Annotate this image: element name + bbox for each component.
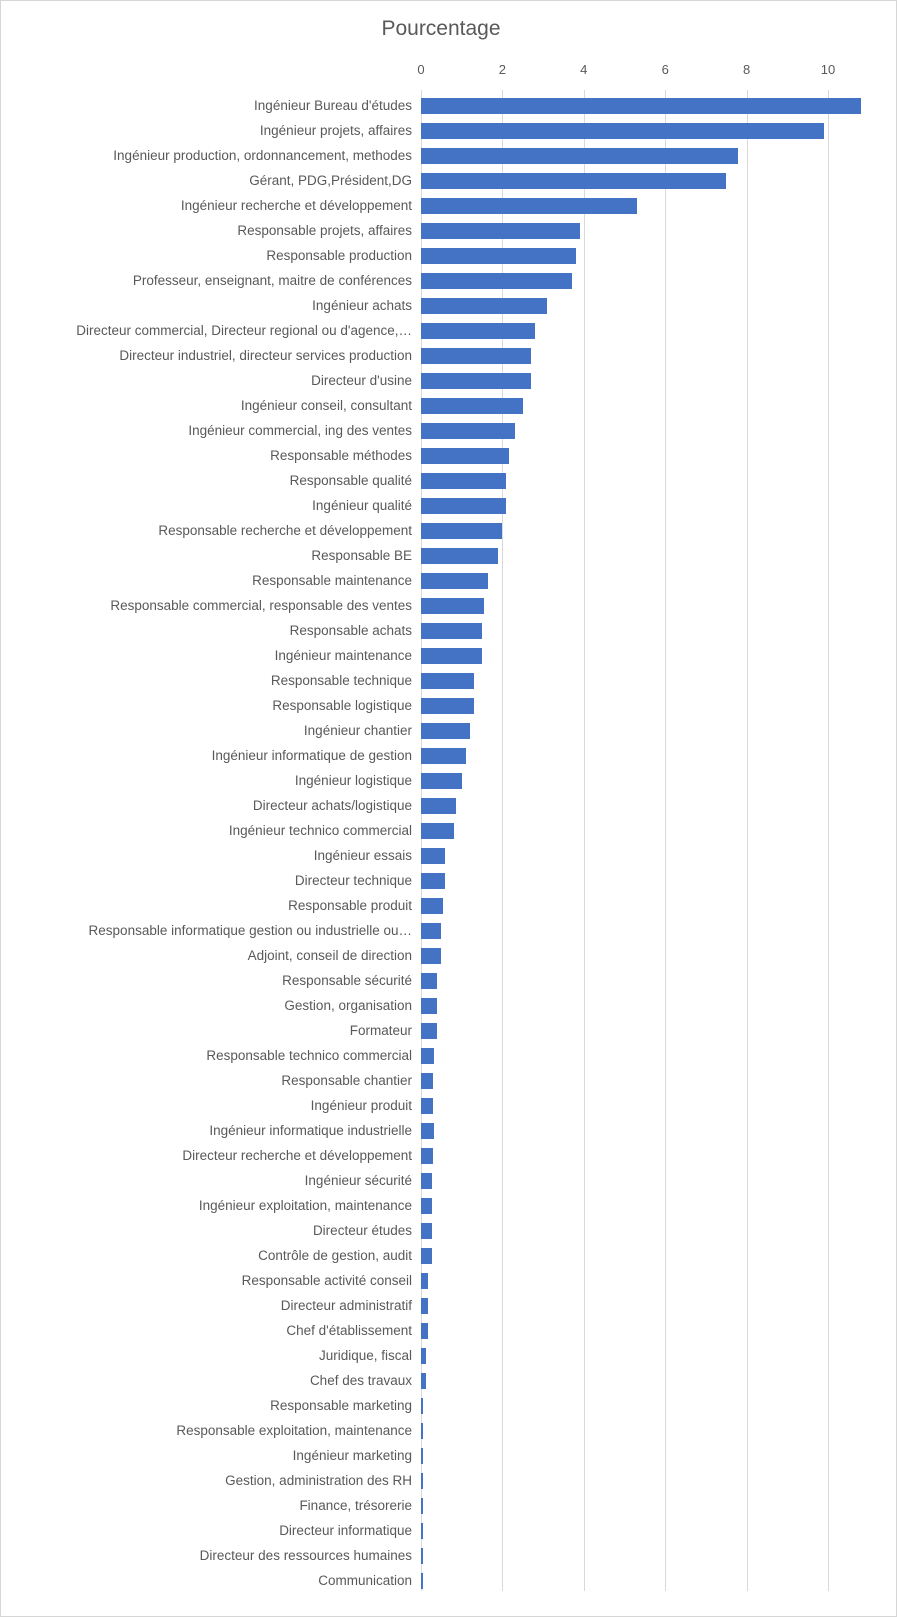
- bar-track: [421, 1343, 897, 1368]
- bar-track: [421, 1118, 897, 1143]
- category-label: Adjoint, conseil de direction: [247, 948, 412, 963]
- chart-row: [1, 318, 897, 343]
- category-label: Finance, trésorerie: [299, 1498, 412, 1513]
- chart-row: [1, 468, 897, 493]
- chart-row: [1, 193, 897, 218]
- bar: [421, 898, 443, 914]
- bar: [421, 798, 456, 814]
- category-label: Ingénieur recherche et développement: [180, 198, 412, 213]
- category-label: Ingénieur production, ordonnancement, methodes: [113, 148, 412, 163]
- category-label: Communication: [318, 1573, 412, 1588]
- bar-track: [421, 668, 897, 693]
- bar: [421, 323, 535, 339]
- category-label: Ingénieur sécurité: [304, 1173, 412, 1188]
- category-label: Ingénieur produit: [310, 1098, 412, 1113]
- bar-track: [421, 1243, 897, 1268]
- bar: [421, 448, 509, 464]
- category-label: Ingénieur qualité: [312, 498, 412, 513]
- category-label: Responsable logistique: [272, 698, 412, 713]
- bar-track: [421, 993, 897, 1018]
- chart-row: [1, 1568, 897, 1593]
- bar-track: [421, 1293, 897, 1318]
- chart-row: [1, 893, 897, 918]
- bar: [421, 1473, 423, 1489]
- chart-row: [1, 518, 897, 543]
- bar-track: [421, 1168, 897, 1193]
- category-label: Responsable chantier: [281, 1073, 412, 1088]
- chart-row: [1, 1168, 897, 1193]
- bar-track: [421, 793, 897, 818]
- chart-row: [1, 1518, 897, 1543]
- x-axis-tick-label: 0: [417, 62, 425, 77]
- category-label: Responsable maintenance: [252, 573, 412, 588]
- bar: [421, 423, 515, 439]
- bar: [421, 1573, 423, 1589]
- bar-track: [421, 893, 897, 918]
- bar: [421, 223, 580, 239]
- bar: [421, 1198, 432, 1214]
- bar-track: [421, 1018, 897, 1043]
- category-label: Ingénieur essais: [313, 848, 412, 863]
- category-label: Responsable achats: [289, 623, 412, 638]
- category-label: Directeur achats/logistique: [252, 798, 412, 813]
- category-label: Responsable production: [266, 248, 412, 263]
- category-label: Responsable technico commercial: [206, 1048, 412, 1063]
- chart-row: [1, 743, 897, 768]
- bar-track: [421, 218, 897, 243]
- category-label: Ingénieur marketing: [292, 1448, 412, 1463]
- category-label: Ingénieur conseil, consultant: [240, 398, 412, 413]
- chart-row: [1, 668, 897, 693]
- bar-track: [421, 1543, 897, 1568]
- bar-track: [421, 918, 897, 943]
- bar: [421, 298, 547, 314]
- bar-track: [421, 843, 897, 868]
- bar: [421, 1548, 423, 1564]
- bar-track: [421, 818, 897, 843]
- bar: [421, 473, 506, 489]
- chart-row: [1, 943, 897, 968]
- bar-track: [421, 543, 897, 568]
- category-label: Directeur commercial, Directeur regional ou d'agence,…: [76, 323, 412, 338]
- bar: [421, 173, 726, 189]
- category-label: Ingénieur Bureau d'études: [254, 98, 412, 113]
- bar-track: [421, 143, 897, 168]
- chart-row: [1, 768, 897, 793]
- bar-rows: [1, 93, 897, 1593]
- bar-track: [421, 243, 897, 268]
- chart-row: [1, 868, 897, 893]
- x-axis-tick-label: 8: [742, 62, 751, 77]
- bar: [421, 123, 824, 139]
- chart-row: [1, 168, 897, 193]
- chart-row: [1, 1043, 897, 1068]
- category-label: Ingénieur chantier: [303, 723, 412, 738]
- category-label: Directeur des ressources humaines: [199, 1548, 412, 1563]
- x-axis-tick-label: 2: [498, 62, 507, 77]
- bar-track: [421, 1393, 897, 1418]
- chart-row: [1, 993, 897, 1018]
- bar: [421, 873, 445, 889]
- chart-row: [1, 1218, 897, 1243]
- bar: [421, 148, 738, 164]
- bar: [421, 698, 474, 714]
- chart-row: [1, 268, 897, 293]
- bar-track: [421, 1418, 897, 1443]
- chart-row: [1, 1268, 897, 1293]
- chart-row: [1, 343, 897, 368]
- chart-row: [1, 818, 897, 843]
- bar: [421, 398, 523, 414]
- bar: [421, 248, 576, 264]
- category-label: Responsable activité conseil: [241, 1273, 412, 1288]
- bar: [421, 273, 572, 289]
- chart-row: [1, 243, 897, 268]
- bar-track: [421, 443, 897, 468]
- category-label: Formateur: [349, 1023, 412, 1038]
- bar: [421, 1173, 432, 1189]
- chart-row: [1, 593, 897, 618]
- category-label: Responsable informatique gestion ou industrielle ou…: [88, 923, 412, 938]
- chart-row: [1, 1068, 897, 1093]
- bar: [421, 648, 482, 664]
- bar: [421, 523, 502, 539]
- x-axis-tick-label: 6: [661, 62, 669, 77]
- bar-track: [421, 1193, 897, 1218]
- bar-track: [421, 1268, 897, 1293]
- bar: [421, 773, 462, 789]
- category-label: Responsable qualité: [289, 473, 412, 488]
- bar-track: [421, 1093, 897, 1118]
- bar-track: [421, 468, 897, 493]
- chart-title: Pourcentage: [381, 17, 501, 40]
- bar: [421, 1298, 428, 1314]
- category-label: Ingénieur achats: [312, 298, 412, 313]
- chart-row: [1, 1193, 897, 1218]
- bar-track: [421, 93, 897, 118]
- bar-track: [421, 618, 897, 643]
- bar-track: [421, 1068, 897, 1093]
- category-label: Responsable produit: [288, 898, 412, 913]
- bar: [421, 998, 437, 1014]
- bar: [421, 1273, 428, 1289]
- bar-track: [421, 1443, 897, 1468]
- category-label: Ingénieur commercial, ing des ventes: [188, 423, 412, 438]
- chart-row: [1, 443, 897, 468]
- category-label: Juridique, fiscal: [318, 1348, 412, 1363]
- bar: [421, 598, 484, 614]
- chart-row: [1, 1093, 897, 1118]
- chart-row: [1, 618, 897, 643]
- chart-row: [1, 1318, 897, 1343]
- chart-row: [1, 543, 897, 568]
- bar-track: [421, 418, 897, 443]
- chart-row: [1, 643, 897, 668]
- bar: [421, 1148, 433, 1164]
- category-label: Ingénieur exploitation, maintenance: [198, 1198, 412, 1213]
- chart-row: [1, 1543, 897, 1568]
- chart-row: [1, 693, 897, 718]
- chart-row: [1, 1343, 897, 1368]
- bar-track: [421, 568, 897, 593]
- chart-row: [1, 1493, 897, 1518]
- category-label: Ingénieur technico commercial: [228, 823, 412, 838]
- bar-track: [421, 643, 897, 668]
- category-label: Responsable commercial, responsable des ventes: [110, 598, 412, 613]
- category-label: Gestion, organisation: [284, 998, 412, 1013]
- chart-row: [1, 1393, 897, 1418]
- chart-row: [1, 1293, 897, 1318]
- bar: [421, 1523, 423, 1539]
- bar: [421, 923, 441, 939]
- category-label: Contrôle de gestion, audit: [258, 1248, 412, 1263]
- chart-row: [1, 1243, 897, 1268]
- chart-row: [1, 718, 897, 743]
- bar-track: [421, 1143, 897, 1168]
- bar: [421, 98, 861, 114]
- chart-row: [1, 493, 897, 518]
- category-label: Directeur d'usine: [311, 373, 412, 388]
- bar-track: [421, 318, 897, 343]
- bar: [421, 1248, 432, 1264]
- bar: [421, 1373, 426, 1389]
- chart-row: [1, 568, 897, 593]
- bar: [421, 848, 445, 864]
- bar-track: [421, 193, 897, 218]
- bar: [421, 548, 498, 564]
- bar: [421, 1223, 432, 1239]
- bar: [421, 1498, 423, 1514]
- category-label: Gestion, administration des RH: [225, 1473, 412, 1488]
- category-label: Directeur industriel, directeur services production: [119, 348, 412, 363]
- bar: [421, 623, 482, 639]
- chart-row: [1, 218, 897, 243]
- bar-track: [421, 693, 897, 718]
- category-label: Responsable méthodes: [270, 448, 412, 463]
- category-label: Responsable exploitation, maintenance: [176, 1423, 412, 1438]
- chart-row: [1, 968, 897, 993]
- category-label: Directeur technique: [294, 873, 412, 888]
- bar-track: [421, 768, 897, 793]
- bar-track: [421, 1518, 897, 1543]
- bar: [421, 198, 637, 214]
- chart-row: [1, 918, 897, 943]
- bar: [421, 1023, 437, 1039]
- bar-track: [421, 368, 897, 393]
- chart-row: [1, 143, 897, 168]
- chart-row: [1, 1368, 897, 1393]
- chart-row: [1, 1443, 897, 1468]
- bar-track: [421, 518, 897, 543]
- bar: [421, 1398, 423, 1414]
- bar-track: [421, 743, 897, 768]
- category-label: Responsable sécurité: [282, 973, 412, 988]
- bar: [421, 1048, 434, 1064]
- bar-track: [421, 593, 897, 618]
- bar: [421, 673, 474, 689]
- bar-track: [421, 1043, 897, 1068]
- category-label: Responsable BE: [311, 548, 412, 563]
- bar-track: [421, 118, 897, 143]
- chart-row: [1, 1143, 897, 1168]
- category-label: Directeur administratif: [280, 1298, 412, 1313]
- bar-track: [421, 1318, 897, 1343]
- category-label: Directeur études: [312, 1223, 412, 1238]
- bar-track: [421, 1218, 897, 1243]
- category-label: Directeur recherche et développement: [182, 1148, 412, 1163]
- bar: [421, 573, 488, 589]
- chart-row: [1, 793, 897, 818]
- x-axis-tick-label: 10: [820, 62, 836, 77]
- category-label: Responsable projets, affaires: [237, 223, 412, 238]
- bar-track: [421, 718, 897, 743]
- category-label: Chef des travaux: [309, 1373, 412, 1388]
- bar: [421, 498, 506, 514]
- chart-row: [1, 93, 897, 118]
- category-label: Chef d'établissement: [286, 1323, 412, 1338]
- chart-row: [1, 843, 897, 868]
- category-label: Gérant, PDG,Président,DG: [249, 173, 412, 188]
- bar: [421, 1123, 434, 1139]
- bar-track: [421, 1368, 897, 1393]
- bar-track: [421, 293, 897, 318]
- chart-row: [1, 293, 897, 318]
- category-label: Professeur, enseignant, maitre de conférences: [132, 273, 412, 288]
- bar-track: [421, 493, 897, 518]
- bar-track: [421, 943, 897, 968]
- bar: [421, 1348, 426, 1364]
- category-label: Ingénieur informatique de gestion: [211, 748, 412, 763]
- category-label: Ingénieur maintenance: [274, 648, 412, 663]
- bar-track: [421, 868, 897, 893]
- bar: [421, 1323, 428, 1339]
- bar: [421, 1098, 433, 1114]
- bar: [421, 823, 454, 839]
- category-label: Directeur informatique: [279, 1523, 412, 1538]
- bar-track: [421, 1493, 897, 1518]
- category-label: Ingénieur logistique: [294, 773, 412, 788]
- bar: [421, 948, 441, 964]
- bar: [421, 1448, 423, 1464]
- chart-row: [1, 1018, 897, 1043]
- category-label: Responsable marketing: [270, 1398, 412, 1413]
- bar-track: [421, 168, 897, 193]
- chart-row: [1, 1468, 897, 1493]
- bar: [421, 973, 437, 989]
- chart-row: [1, 1118, 897, 1143]
- bar-track: [421, 343, 897, 368]
- chart-row: [1, 393, 897, 418]
- category-label: Ingénieur projets, affaires: [259, 123, 412, 138]
- bar-track: [421, 268, 897, 293]
- chart-row: [1, 368, 897, 393]
- chart-row: [1, 118, 897, 143]
- bar-track: [421, 1568, 897, 1593]
- chart-row: [1, 1418, 897, 1443]
- x-axis-tick-label: 4: [580, 62, 588, 77]
- bar-track: [421, 968, 897, 993]
- bar-track: [421, 1468, 897, 1493]
- bar: [421, 373, 531, 389]
- chart-row: [1, 418, 897, 443]
- bar: [421, 748, 466, 764]
- bar-track: [421, 393, 897, 418]
- bar: [421, 1423, 423, 1439]
- bar: [421, 723, 470, 739]
- category-label: Responsable technique: [270, 673, 412, 688]
- bar: [421, 1073, 433, 1089]
- category-label: Responsable recherche et développement: [158, 523, 412, 538]
- category-label: Ingénieur informatique industrielle: [209, 1123, 412, 1138]
- bar: [421, 348, 531, 364]
